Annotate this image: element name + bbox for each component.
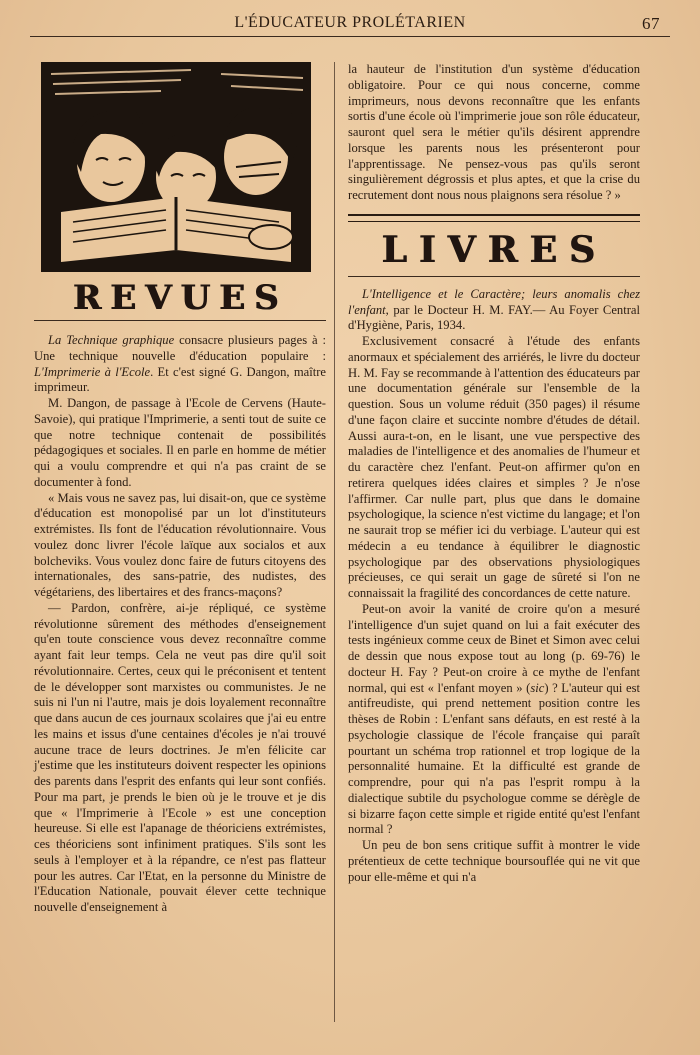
book-title: L'Intelligence et le Caractère; leurs anomalis chez l'enfant (348, 286, 640, 317)
revues-paragraph-3: « Mais vous ne savez pas, lui disait-on, que ce système d'éducation est monopolisé par un lot d'instituteurs extrémistes. Ils font de l'éducation révolutionnaire. Vous voulez donc livrer l'école laïque aux socialos et aux bolcheviks. Vous voulez donc faire de futurs citoyens des internationales, des sans-patrie, des nudistes, des végétariens, des libertaires et des francs-maçons? (34, 490, 326, 599)
livres-paragraph-1-text: , par le Docteur H. M. FAY.— Au Foyer Central d'Hygiène, Paris, 1934. (348, 302, 640, 333)
livres-heading: LIVRES (348, 230, 640, 277)
livres-paragraph-1 (348, 287, 640, 334)
revues-paragraph-1 (34, 333, 326, 396)
livres-paragraph-3-text-b: ) ? L'auteur qui est antifreudiste, qui prend nettement position contre les thèses de Robin : L'enfant sans défauts, en est resté à la psychologie classique de l'école française qui paraît pourtant un schéma trop rationnel et trop logique de la personnalité humaine. Et la difficulté est grande de comprendre, pour qui n'a pas l'esprit rompu à la dialectique subtile du psychologue comme se dérègle de si bizarre façon cette simple et rigide entité qu'est l'enfant normal ? (348, 680, 640, 837)
revues-heading: REVUES (34, 280, 326, 321)
running-header (30, 8, 670, 37)
livres-paragraph-3-text-a: Peut-on avoir la vanité de croire qu'on a mesuré l'intelligence d'un sujet quand on lui a fait exécuter des tests ingénieux comme ceux de Binet et Simon avec celui de dessin que nous expose tout au long (p. 69-76) le docteur H. Fay ? Peut-on croire à ce mythe de l'enfant normal, qui est « l'enfant moyen » ( (348, 601, 640, 695)
journal-title: La Technique graphique (48, 333, 175, 347)
livres-paragraph-4: Un peu de bon sens critique suffit à montrer le vide prétentieux de cette technique boursouflée qui ne vit que pour elle-même et qui n'a (348, 838, 640, 884)
running-title: L'ÉDUCATEUR PROLÉTARIEN (234, 14, 466, 31)
livres-paragraph-2: Exclusivement consacré à l'étude des enfants anormaux et spécialement des arriérés, le livre du docteur H. M. Fay se recommande à l'attention des éducateurs par une documentation générale sur l'ensemble de la question. Sous un volume réduit (350 pages) il résume d'une façon claire et succinte nombre d'études de détail. Aussi aura-t-on, en le lisant, une vue perspective des maladies de l'intelligence et des anomalies de l'humeur et du caractère chez l'enfant. Peut-on affirmer qu'on en retirera quelques idées claires et simples ? Je n'ose l'affirmer. Car nulle part, plus que dans le domaine psychologique, la science n'est victime du langage; et l'on ne saurait trop se méfier ici du verbiage. L'auteur qui est médecin a eu tendance à équilibrer le diagnostic psychologique par des observations physiologiques précieuses, ce qui serait un gage de sûreté si l'on ne connaissait la fragilité des concordances de cette nature. (348, 334, 640, 600)
revues-paragraph-2: M. Dangon, de passage à l'Ecole de Cervens (Haute-Savoie), qui pratique l'Imprimerie, a senti tout de suite ce que notre technique contenait de possibilités pédagogiques et sociales. Il en parle en homme de métier qui a voulu comprendre et qui n'a pas craint de se documenter à fond. (34, 396, 326, 489)
revues-continuation: la hauteur de l'institution d'un système d'éducation obligatoire. Pour ce qui nous concerne, comme imprimeurs, nous devons reconnaître que les enfants sortis d'une école où l'imprimerie joue son rôle éducateur, sauront quel sera le métier qu'ils désirent apprendre lorsque les parents nous les présenteront pour l'apprentissage. Ne pensez-vous pas qu'ils seront singulièrement dégrossis et plus aptes, et que la crise du recrutement dont nous nous plaignons sera résolue ? » (348, 62, 640, 202)
sic-mark: sic (530, 680, 545, 695)
column-divider (334, 62, 335, 1022)
section-rule (348, 214, 640, 222)
article-title: L'Imprimerie à l'Ecole (34, 364, 151, 379)
page-number: 67 (642, 14, 660, 33)
woodcut-children-reading-illustration (41, 62, 311, 272)
right-column (348, 62, 640, 1035)
left-column (34, 62, 326, 1035)
revues-paragraph-4: — Pardon, confrère, ai-je répliqué, ce système révolutionne sûrement des méthodes d'enseignement qu'en toute conscience vous devez reconnaître comme ayant fait leur temps. Cela ne veut pas dire qu'il soit révolutionnaire. Certes, ceux qui le préconisent et tentent de le développer sont marxistes ou communistes. Je ne suis ni l'un ni l'autre, mais je dois loyalement reconnaître que dans aucun de ces journaux scolaires que j'ai eu entre les mains et issus d'une centaines d'écoles je n'ai trouvé aucune trace de leurs doctrines. Je m'en félicite car j'estime que les instituteurs doivent respecter les opinions des parents dans l'esprit des enfants qui leur sont confiés. Pour ma part, je prends le bien où je le trouve et je dis que « l'Imprimerie à l'Ecole » est une conception heureuse. Si elle est l'apanage de théoriciens extrémistes, ces théoriciens sont infiniment pratiques. S'ils sont les seuls à l'employer et à la répandre, ce n'est pas flatteur pour les autres. Car l'Etat, en la personne du Ministre de l'Education Nationale, pouvait élever cette technique nouvelle d'enseignement à (34, 600, 326, 914)
revues-paragraph-1-text-b: . Et c'est signé G. Dangon, maître imprimeur. (34, 364, 327, 395)
livres-paragraph-3 (348, 602, 640, 838)
livres-section (348, 214, 640, 886)
revues-paragraph-1-text-a: consacre plusieurs pages à : Une technique nouvelle d'éducation populaire : (34, 333, 326, 363)
